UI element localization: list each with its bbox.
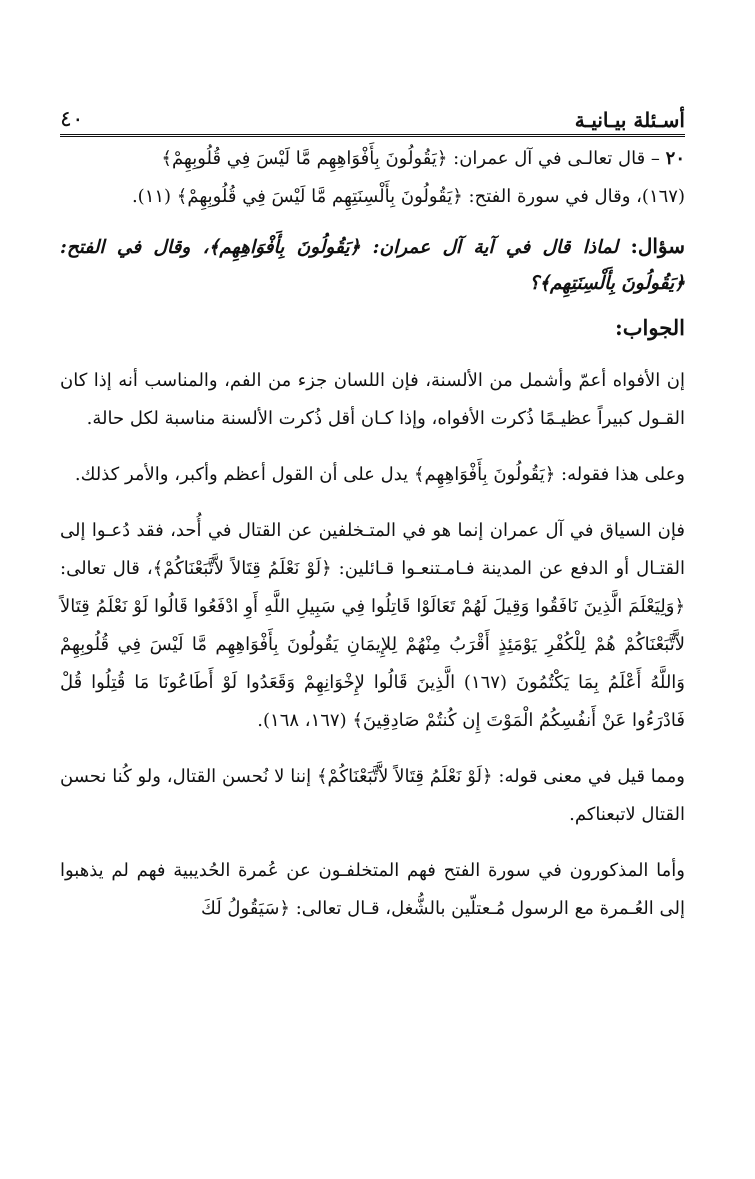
paragraph: وأما المذكورون في سورة الفتح فهم المتخلفـون عن عُمرة الحُديبية فهم لم يذهبوا إلى العُـمرة مع الرسول مُـعتلّين بالشُّغل، قـال تعالى: ﴿سَيَقُولُ لَكَ [60,860,685,919]
paragraph: ومما قيل في معنى قوله: ﴿لَوْ نَعْلَمُ قِتَالاً لاَّتَّبَعْنَاكُمْ﴾ إننا لا نُحسن القتال، ولو كُنا نحسن القتال لاتبعناكم. [60,766,685,825]
page-number: ٤٠ [60,107,84,132]
page-content [60,140,685,928]
paragraph: فإن السياق في آل عمران إنما هو في المتـخلفين عن القتال في أُحد، فقد دُعـوا إلى القتـال أو الدفع عن المدينة فـامـتنعـوا قـائلين: ﴿لَوْ نَعْلَمُ قِتَالاً لاَّتَّبَعْنَاكُمْ﴾، قال تعالى: ﴿وَلِيَعْلَمَ الَّذِينَ نَافَقُوا وَقِيلَ لَهُمْ تَعَالَوْا قَاتِلُوا فِي سَبِيلِ اللَّهِ أَوِ ادْفَعُوا قَالُوا لَوْ نَعْلَمُ قِتَالاً لاَّتَّبَعْنَاكُمْ هُمْ لِلْكُفْرِ يَوْمَئِذٍ أَقْرَبُ مِنْهُمْ لِلإِيمَانِ يَقُولُونَ بِأَفْوَاهِهِم مَّا لَيْسَ فِي قُلُوبِهِمْ وَاللَّهُ أَعْلَمُ بِمَا يَكْتُمُونَ (١٦٧) الَّذِينَ قَالُوا لإِخْوَانِهِمْ وَقَعَدُوا لَوْ أَطَاعُونَا مَا قُتِلُوا قُلْ فَادْرَءُوا عَنْ أَنفُسِكُمُ الْمَوْتَ إِن كُنتُمْ صَادِقِينَ﴾ (١٦٧، ١٦٨). [60,520,686,731]
item-line-2: (١٦٧)، وقال في سورة الفتح: ﴿يَقُولُونَ بِأَلْسِنَتِهِم مَّا لَيْسَ فِي قُلُوبِهِمْ﴾ (١١). [131,186,685,207]
book-title: أسـئلة بيـانيـة [574,108,685,132]
question-text: لماذا قال في آية آل عمران: ﴿يَقُولُونَ بِأَفْوَاهِهِم﴾، وقال في الفتح: ﴿يَقُولُونَ بِأَلْسِنَتِهِم﴾؟ [60,237,685,294]
answer-heading: الجواب: [615,315,685,340]
question-label: سؤال: [630,234,685,258]
question [60,228,685,302]
paragraph: وعلى هذا فقوله: ﴿يَقُولُونَ بِأَفْوَاهِهِم﴾ يدل على أن القول أعظم وأكبر، والأمر كذلك. [74,464,685,485]
item-number: ٢٠ [665,148,685,169]
item-line-1: ٢٠ – قال تعالـى في آل عمران: ﴿يَقُولُونَ بِأَفْوَاهِهِم مَّا لَيْسَ فِي قُلُوبِهِمْ﴾ [161,148,685,169]
item-text-1: قال تعالـى في آل عمران: ﴿يَقُولُونَ بِأَفْوَاهِهِم مَّا لَيْسَ فِي قُلُوبِهِمْ﴾ [161,148,646,169]
running-header [60,108,685,137]
paragraph: إن الأفواه أعمّ وأشمل من الألسنة، فإن اللسان جزء من الفم، والمناسب أنه إذا كان القـول كبيراً عظيـمًا ذُكرت الأفواه، وإذا كـان أقل ذُكرت الألسنة مناسبة لكل حالة. [60,370,685,429]
